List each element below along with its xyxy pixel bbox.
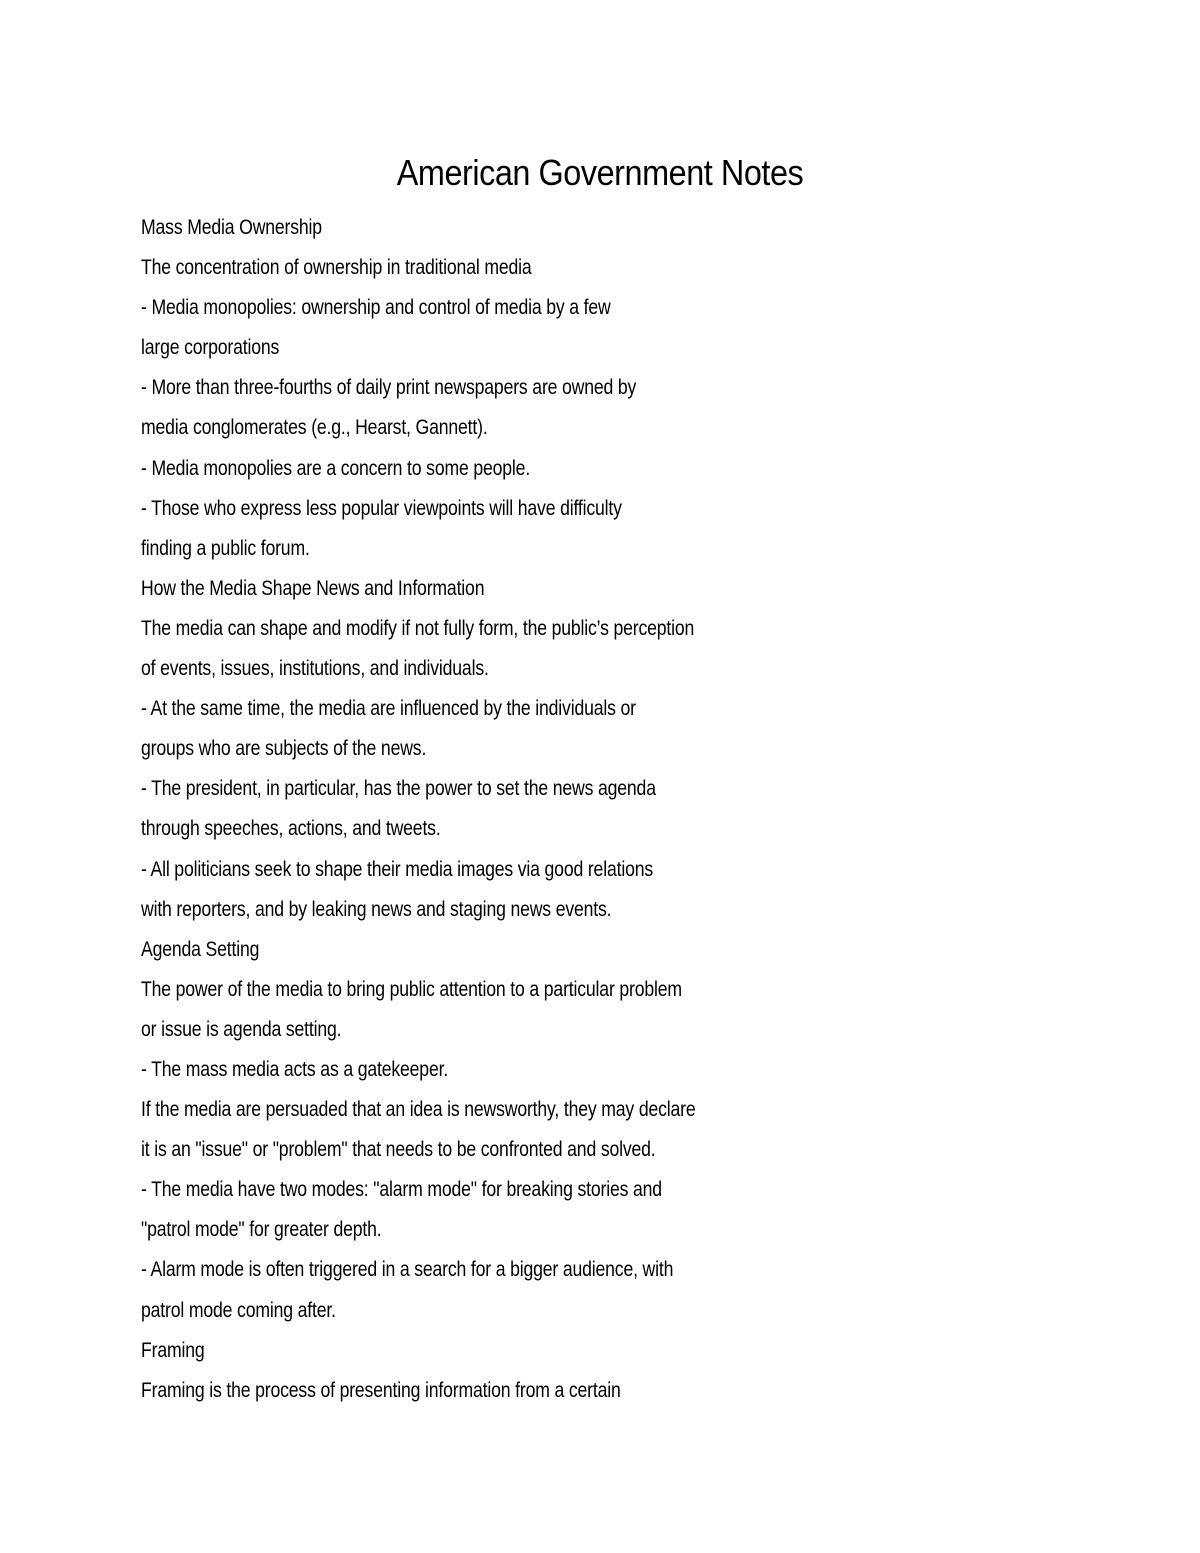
text-line: Framing is the process of presenting information from a certain — [141, 1378, 621, 1402]
text-line: or issue is agenda setting. — [141, 1017, 342, 1041]
bullet-line: - Media monopolies: ownership and control of media by a few — [141, 296, 611, 320]
bullet-line: - More than three-fourths of daily print newspapers are owned by — [141, 376, 637, 400]
bullet-line: - At the same time, the media are influenced by the individuals or — [141, 697, 636, 721]
text-line: groups who are subjects of the news. — [141, 737, 427, 761]
text-line: finding a public forum. — [141, 536, 310, 560]
text-line: The concentration of ownership in traditional media — [141, 256, 532, 280]
text-line: large corporations — [141, 336, 280, 360]
text-line: The power of the media to bring public attention to a particular problem — [141, 977, 682, 1001]
text-line: media conglomerates (e.g., Hearst, Gannett). — [141, 416, 488, 440]
document-body — [141, 208, 901, 1411]
bullet-line: - Alarm mode is often triggered in a search for a bigger audience, with — [141, 1258, 674, 1282]
text-line: If the media are persuaded that an idea is newsworthy, they may declare — [141, 1098, 696, 1122]
heading-media-shape-news: How the Media Shape News and Information — [141, 576, 485, 600]
bullet-line: - The mass media acts as a gatekeeper. — [141, 1057, 449, 1081]
bullet-line: - The media have two modes: "alarm mode" for breaking stories and — [141, 1178, 662, 1202]
text-line: The media can shape and modify if not fully form, the public’s perception — [141, 616, 695, 640]
text-line: through speeches, actions, and tweets. — [141, 817, 441, 841]
document-title: American Government Notes — [396, 152, 804, 193]
text-line: with reporters, and by leaking news and staging news events. — [141, 897, 612, 921]
bullet-line: - Those who express less popular viewpoints will have difficulty — [141, 496, 622, 520]
text-line: of events, issues, institutions, and individuals. — [141, 657, 489, 681]
text-line: it is an "issue" or "problem" that needs to be confronted and solved. — [141, 1138, 656, 1162]
text-line: patrol mode coming after. — [141, 1298, 336, 1322]
heading-mass-media-ownership: Mass Media Ownership — [141, 216, 322, 239]
text-line: "patrol mode" for greater depth. — [141, 1218, 382, 1242]
heading-agenda-setting: Agenda Setting — [141, 937, 260, 961]
bullet-line: - The president, in particular, has the power to set the news agenda — [141, 777, 656, 801]
bullet-line: - All politicians seek to shape their media images via good relations — [141, 857, 654, 881]
heading-framing: Framing — [141, 1338, 205, 1362]
bullet-line: - Media monopolies are a concern to some people. — [141, 456, 531, 480]
